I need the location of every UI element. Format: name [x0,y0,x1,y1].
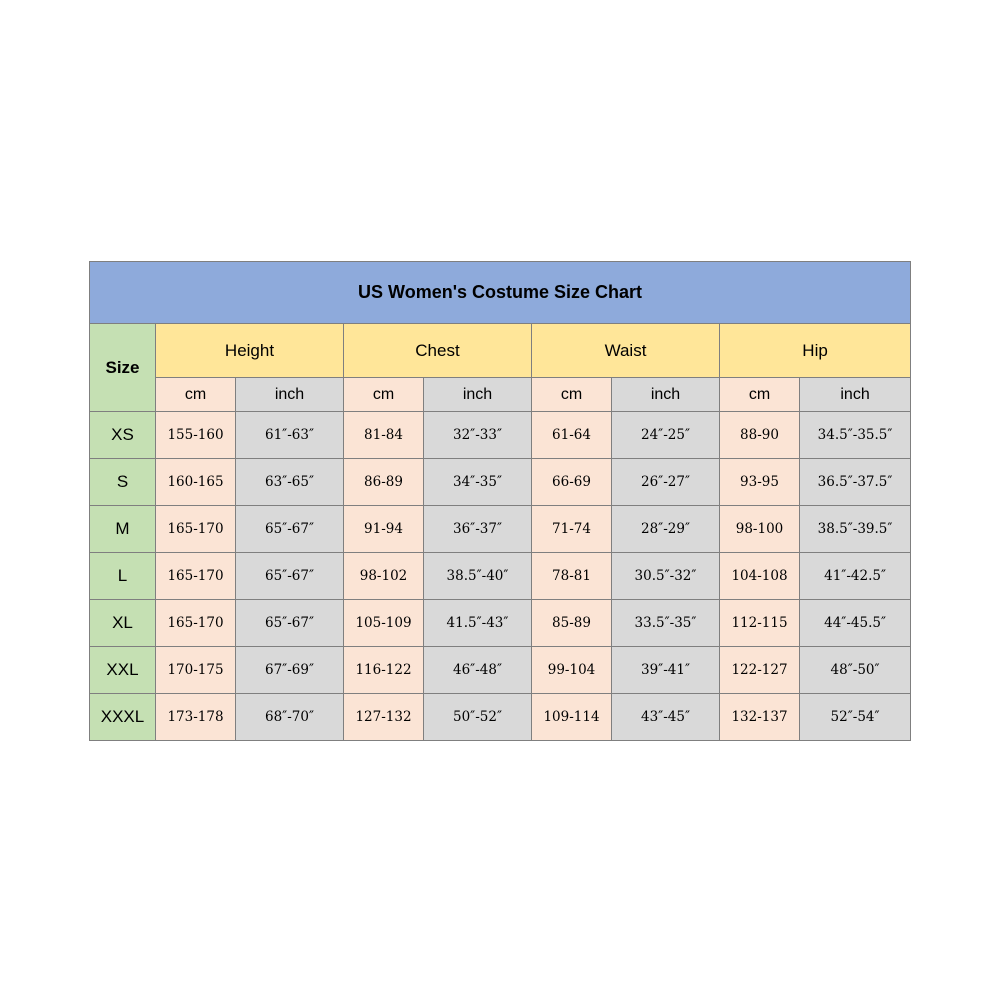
inch-value-cell: 52″-54″ [800,694,911,741]
size-label: M [90,506,156,553]
cm-value-cell: 122-127 [720,647,800,694]
cm-value-cell: 165-170 [156,553,236,600]
cm-value-cell: 61-64 [532,412,612,459]
cm-value-cell: 78-81 [532,553,612,600]
unit-cm-header: cm [720,378,800,412]
cm-value-cell: 98-102 [344,553,424,600]
cm-value-cell: 85-89 [532,600,612,647]
table-row [90,459,911,506]
group-header-chest: Chest [344,324,532,378]
unit-cm-header: cm [532,378,612,412]
cm-value-cell: 93-95 [720,459,800,506]
inch-value-cell: 26″-27″ [612,459,720,506]
unit-inch-header: inch [612,378,720,412]
inch-value-cell: 34.5″-35.5″ [800,412,911,459]
cm-value-cell: 66-69 [532,459,612,506]
cm-value-cell: 116-122 [344,647,424,694]
cm-value-cell: 165-170 [156,506,236,553]
inch-value-cell: 30.5″-32″ [612,553,720,600]
inch-value-cell: 38.5″-39.5″ [800,506,911,553]
inch-value-cell: 41.5″-43″ [424,600,532,647]
unit-cm-header: cm [344,378,424,412]
size-label: L [90,553,156,600]
inch-value-cell: 63″-65″ [236,459,344,506]
cm-value-cell: 160-165 [156,459,236,506]
cm-value-cell: 71-74 [532,506,612,553]
size-label: XL [90,600,156,647]
inch-value-cell: 28″-29″ [612,506,720,553]
cm-value-cell: 109-114 [532,694,612,741]
group-header-waist: Waist [532,324,720,378]
cm-value-cell: 155-160 [156,412,236,459]
inch-value-cell: 32″-33″ [424,412,532,459]
group-header-height: Height [156,324,344,378]
size-label: XXXL [90,694,156,741]
cm-value-cell: 173-178 [156,694,236,741]
table-row [90,412,911,459]
cm-value-cell: 81-84 [344,412,424,459]
inch-value-cell: 36″-37″ [424,506,532,553]
inch-value-cell: 36.5″-37.5″ [800,459,911,506]
inch-value-cell: 65″-67″ [236,506,344,553]
group-header-row [90,324,911,378]
inch-value-cell: 41″-42.5″ [800,553,911,600]
unit-inch-header: inch [800,378,911,412]
table-row [90,694,911,741]
unit-cm-header: cm [156,378,236,412]
size-chart-table [89,261,911,741]
size-column-header: Size [90,324,156,412]
cm-value-cell: 88-90 [720,412,800,459]
unit-inch-header: inch [424,378,532,412]
inch-value-cell: 43″-45″ [612,694,720,741]
cm-value-cell: 165-170 [156,600,236,647]
unit-inch-header: inch [236,378,344,412]
inch-value-cell: 65″-67″ [236,600,344,647]
cm-value-cell: 91-94 [344,506,424,553]
cm-value-cell: 132-137 [720,694,800,741]
group-header-hip: Hip [720,324,911,378]
chart-title: US Women's Costume Size Chart [90,262,911,324]
cm-value-cell: 105-109 [344,600,424,647]
inch-value-cell: 68″-70″ [236,694,344,741]
cm-value-cell: 104-108 [720,553,800,600]
table-row [90,553,911,600]
inch-value-cell: 61″-63″ [236,412,344,459]
cm-value-cell: 86-89 [344,459,424,506]
cm-value-cell: 112-115 [720,600,800,647]
cm-value-cell: 127-132 [344,694,424,741]
table-row [90,506,911,553]
inch-value-cell: 33.5″-35″ [612,600,720,647]
inch-value-cell: 48″-50″ [800,647,911,694]
table-row [90,647,911,694]
inch-value-cell: 34″-35″ [424,459,532,506]
inch-value-cell: 67″-69″ [236,647,344,694]
size-label: XXL [90,647,156,694]
cm-value-cell: 99-104 [532,647,612,694]
table-row [90,600,911,647]
unit-header-row [90,378,911,412]
cm-value-cell: 98-100 [720,506,800,553]
cm-value-cell: 170-175 [156,647,236,694]
title-row [90,262,911,324]
inch-value-cell: 46″-48″ [424,647,532,694]
inch-value-cell: 39″-41″ [612,647,720,694]
size-label: S [90,459,156,506]
inch-value-cell: 44″-45.5″ [800,600,911,647]
size-label: XS [90,412,156,459]
inch-value-cell: 38.5″-40″ [424,553,532,600]
inch-value-cell: 24″-25″ [612,412,720,459]
inch-value-cell: 65″-67″ [236,553,344,600]
inch-value-cell: 50″-52″ [424,694,532,741]
